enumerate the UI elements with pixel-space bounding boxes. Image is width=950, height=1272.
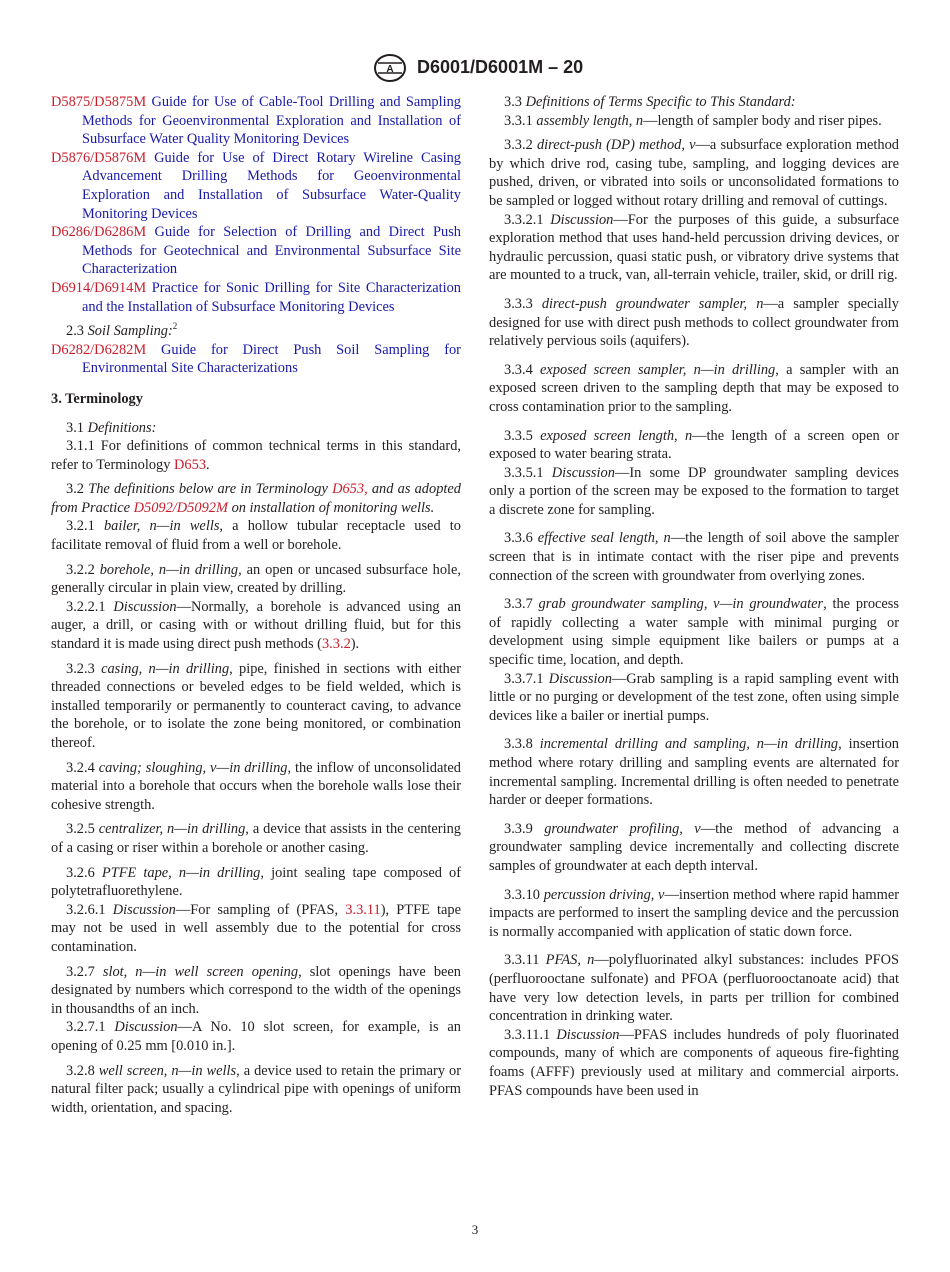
discussion-label: Discussion xyxy=(112,901,176,918)
defined-term: caving; sloughing, v—in drilling xyxy=(98,759,288,776)
reference-code[interactable]: D6914/D6914M xyxy=(51,279,147,296)
defined-term: well screen, n—in wells xyxy=(98,1062,237,1079)
section-3-2-6 xyxy=(51,864,461,901)
defined-term: PTFE tape, n—in drilling xyxy=(101,864,261,881)
reference-code[interactable]: D6286/D6286M xyxy=(51,224,147,241)
section-3-3 xyxy=(489,93,899,112)
discussion-label: Discussion xyxy=(550,211,614,228)
section-3-3-7 xyxy=(489,595,899,669)
definition-text: —insertion method where rapid hammer impacts are performed to insert the sampling device and the percussion is normally accompanied with application of static down force. xyxy=(489,886,899,940)
section-number: 3.3.2 xyxy=(504,137,533,154)
section-number: 2.3 xyxy=(66,323,84,340)
reference-d5875 xyxy=(51,93,461,149)
definition-text: —a sampler specially designed for use with direct push methods to collect groundwater from relatively pervious soils (aquifers). xyxy=(489,295,899,350)
defined-term: grab groundwater sampling, v—in groundwater xyxy=(538,596,824,613)
definition-text: , the process of rapidly collecting a water sample with minimal purging or development using simple equipment like bailers or pumps at a specific time, location, and depth. xyxy=(489,596,899,669)
section-3-heading: 3. Terminology xyxy=(51,390,143,407)
section-3-3-10 xyxy=(489,886,899,942)
definition-text: —In some DP groundwater sampling devices only a portion of the screen may be exposed to the formation to target a discrete zone for sampling. xyxy=(489,464,899,518)
footnote-marker: 2 xyxy=(172,321,178,332)
section-3-3-3 xyxy=(489,295,899,351)
section-number: 3.2 xyxy=(66,481,84,498)
reference-title[interactable]: Guide for Direct Push Soil Sampling for Environmental Site Characterizations xyxy=(82,341,461,377)
section-number: 3.2.3 xyxy=(66,660,95,677)
definition-text: , joint sealing tape composed of polytetrafluorethylene. xyxy=(51,864,461,900)
section-number: 3.2.5 xyxy=(66,821,95,838)
reference-link[interactable]: D5092/D5092M xyxy=(133,499,228,516)
page-header xyxy=(0,54,950,84)
definition-text: —polyfluorinated alkyl substances: includes PFOS (perfluorooctane sulfonate) and PFOA (perfluorooctanoate acid) that have very low detection levels, in parts per trillion for combined concentration in drinking water. xyxy=(489,952,899,1025)
discussion-label: Discussion xyxy=(113,598,177,615)
reference-d6282 xyxy=(51,341,461,378)
section-3-2-6-1 xyxy=(51,901,461,957)
section-3-3-5-1 xyxy=(489,464,899,520)
definition-text: —the length of soil above the sampler screen that is in intimate contact with the riser pipe and prevents connection of the screen with groundwater from overlying zones. xyxy=(489,530,899,584)
reference-link[interactable]: 3.3.11 xyxy=(345,901,381,918)
defined-term: incremental drilling and sampling, n—in drilling xyxy=(539,736,839,753)
section-3-2-1 xyxy=(51,517,461,554)
paragraph-text: and as adopted from Practice xyxy=(51,481,461,516)
reference-link[interactable]: D653 xyxy=(174,456,207,473)
section-number: 3.3.5 xyxy=(504,427,533,444)
section-3-2-7 xyxy=(51,963,461,1019)
section-3-3-5 xyxy=(489,427,899,464)
section-3-2-5 xyxy=(51,820,461,857)
astm-logo-icon xyxy=(373,54,407,82)
section-3-2 xyxy=(51,480,461,517)
reference-title[interactable]: Guide for Selection of Drilling and Direct Push Methods for Geotechnical and Environmental Subsurface Site Characterization xyxy=(82,224,461,278)
defined-term: exposed screen length, n xyxy=(540,427,693,444)
defined-term: borehole, n—in drilling xyxy=(99,561,239,578)
section-2-3 xyxy=(51,322,461,341)
section-number: 3.3.3 xyxy=(504,295,533,312)
paragraph-text: For definitions of common technical terms in this standard, refer to Terminology xyxy=(51,438,461,473)
defined-term: centralizer, n—in drilling xyxy=(98,821,246,838)
reference-d5876 xyxy=(51,149,461,223)
definition-text: , a sampler with an exposed screen driven to the sampling depth that may be exposed to cross contamination prior to the sampling. xyxy=(489,361,899,415)
section-number: 3.3.7 xyxy=(504,596,533,613)
definition-text: ). xyxy=(350,636,360,653)
section-3-1 xyxy=(51,419,461,438)
reference-link[interactable]: D653, xyxy=(332,481,368,498)
section-title: Soil Sampling: xyxy=(87,323,173,340)
section-3-3-4 xyxy=(489,361,899,417)
section-number: 3.2.4 xyxy=(66,759,95,776)
definition-text: —length of sampler body and riser pipes. xyxy=(643,112,882,129)
section-number: 3.1 xyxy=(66,419,84,436)
defined-term: effective seal length, n xyxy=(537,530,671,547)
reference-title[interactable]: Practice for Sonic Drilling for Site Characterization and the Installation of Subsurface Monitoring Devices xyxy=(82,279,461,315)
defined-term: direct-push groundwater sampler, n xyxy=(541,295,764,312)
definition-text: , a device that assists in the centering of a casing or riser within a borehole or another casing. xyxy=(51,821,461,856)
definition-text: —PFAS includes hundreds of poly fluorinated compounds, many of which are components of aqueous fire-fighting foams (AFFF) previously used at military and commercial airports. PFAS compounds have been used in xyxy=(489,1026,899,1099)
paragraph-text: The definitions below are in Terminology xyxy=(88,481,328,498)
discussion-label: Discussion xyxy=(551,464,615,481)
section-3-3-6 xyxy=(489,529,899,585)
section-3-1-1 xyxy=(51,437,461,474)
section-number: 3.1.1 xyxy=(66,438,95,455)
section-number: 3.3.4 xyxy=(504,361,533,378)
section-number: 3.3.10 xyxy=(504,886,540,903)
definition-text: , slot openings have been designated by numbers which correspond to the width of the openings in thousandths of an inch. xyxy=(51,963,461,1017)
defined-term: direct-push (DP) method, v xyxy=(536,137,696,154)
section-number: 3.3.11 xyxy=(504,952,540,969)
section-number: 3.3.8 xyxy=(504,736,533,753)
section-number: 3.2.2.1 xyxy=(66,598,106,615)
defined-term: bailer, n—in wells xyxy=(103,518,220,535)
section-number: 3.3 xyxy=(504,94,522,110)
section-number: 3.2.6 xyxy=(66,864,95,881)
section-3-2-2-1 xyxy=(51,598,461,654)
reference-code[interactable]: D6282/D6282M xyxy=(51,341,147,358)
section-3-3-11-1 xyxy=(489,1026,899,1100)
section-number: 3.3.9 xyxy=(504,820,533,837)
document-id: D6001/D6001M – 20 xyxy=(417,57,584,77)
section-title: Definitions: xyxy=(87,419,157,436)
section-3-2-4 xyxy=(51,759,461,815)
definition-text: —For the purposes of this guide, a subsurface exploration method that uses hand-held percussion driving devices, or hydraulic percussion, quasi static push, or vibratory drive systems that are mounted to a truck, van, all-terrain vehicle, trailer, skid, or drill rig. xyxy=(489,211,899,284)
section-3-3-8 xyxy=(489,735,899,809)
discussion-label: Discussion xyxy=(548,670,612,687)
definition-text: ), PTFE tape may not be used in well assembly due to the potential for cross contamination. xyxy=(51,901,461,955)
defined-term: slot, n—in well screen opening xyxy=(102,963,299,980)
section-number: 3.2.7.1 xyxy=(66,1019,106,1036)
defined-term: casing, n—in drilling xyxy=(101,660,230,677)
definition-text: —a subsurface exploration method by which drive rod, casing tube, sampling, and logging devices are pushed, driven, or vibrated into soils or unconsolidated formations to be sampled or logged without rotary drilling and removal of cuttings. xyxy=(489,137,899,209)
section-3-3-1 xyxy=(489,112,899,131)
section-number: 3.2.6.1 xyxy=(66,901,106,918)
section-3-3-2 xyxy=(489,136,899,210)
section-number: 3.3.11.1 xyxy=(504,1026,551,1043)
reference-link[interactable]: 3.3.2 xyxy=(321,636,351,653)
page-number: 3 xyxy=(471,1222,479,1237)
defined-term: PFAS, n xyxy=(545,952,595,969)
definition-text: —the length of a screen open or exposed to water bearing strata. xyxy=(489,427,899,463)
defined-term: exposed screen sampler, n—in drilling xyxy=(540,361,776,378)
section-3-3-2-1 xyxy=(489,211,899,285)
discussion-label: Discussion xyxy=(556,1026,620,1043)
svg-text:A: A xyxy=(386,64,394,75)
section-3-2-3 xyxy=(51,660,461,753)
section-number: 3.3.2.1 xyxy=(504,211,544,228)
reference-code[interactable]: D5876/D5876M xyxy=(51,149,147,166)
section-3-2-2 xyxy=(51,561,461,598)
section-3-3-11 xyxy=(489,951,899,1025)
section-3-3-7-1 xyxy=(489,670,899,726)
definition-text: —A No. 10 slot screen, for example, is an opening of 0.25 mm [0.010 in.]. xyxy=(51,1019,461,1054)
definition-text: , a device used to retain the primary or natural filter pack; usually a cylindrical pipe with openings of uniform width, orientation, and spacing. xyxy=(51,1062,461,1116)
section-number: 3.2.2 xyxy=(66,561,95,578)
definition-text: , insertion method where rotary drilling and sampling events are alternated for incremental sampling. Incremental drilling is often needed to penetrate harder or deeper formations. xyxy=(489,736,899,809)
definition-text: , the inflow of unconsolidated material into a borehole that occurs when the borehole walls lose their cohesive strength. xyxy=(51,759,461,813)
definition-text: , pipe, finished in sections with either threaded connections or beveled edges to be field welded, which is installed temporarily or permanently to counteract caving, to advance the borehole, or to isolate the zone being monitored, or combination thereof. xyxy=(51,660,461,751)
paragraph-text: . xyxy=(206,456,210,473)
left-column xyxy=(51,93,461,1117)
defined-term: percussion driving, v xyxy=(543,886,665,903)
section-number: 3.3.7.1 xyxy=(504,670,544,687)
definition-text: —Normally, a borehole is advanced using an auger, a drill, or casing with or without drilling fluid, but for this standard it is made using direct push methods ( xyxy=(51,598,461,653)
definition-text: , a hollow tubular receptacle used to facilitate removal of fluid from a well or borehole. xyxy=(51,518,461,554)
section-number: 3.2.7 xyxy=(66,963,95,980)
right-column xyxy=(489,93,899,1100)
section-number: 3.2.8 xyxy=(66,1062,95,1079)
definition-text: , an open or uncased subsurface hole, generally circular in plain view, created by drilling. xyxy=(51,561,462,597)
definition-text: —For sampling of (PFAS, xyxy=(175,901,339,918)
paragraph-text: on installation of monitoring wells. xyxy=(231,499,435,516)
reference-d6914 xyxy=(51,279,461,316)
section-number: 3.3.6 xyxy=(504,530,533,547)
section-3-2-8 xyxy=(51,1062,461,1118)
defined-term: assembly length, n xyxy=(536,112,644,129)
definition-text: —Grab sampling is a rapid sampling event with little or no purging or development of the test zone, often using simple devices like a bailer or inertial pumps. xyxy=(489,670,899,724)
reference-code[interactable]: D5875/D5875M xyxy=(51,94,147,110)
discussion-label: Discussion xyxy=(114,1019,178,1036)
reference-d6286 xyxy=(51,223,461,279)
section-3-2-7-1 xyxy=(51,1018,461,1055)
section-3-3-9 xyxy=(489,820,899,876)
section-number: 3.3.1 xyxy=(504,112,533,129)
section-title: Definitions of Terms Specific to This Standard: xyxy=(525,94,796,110)
reference-title[interactable]: Guide for Use of Direct Rotary Wireline Casing Advancement Drilling Methods for Geoenvironmental Exploration and Installation of Subsurface Water-Quality Monitoring Devices xyxy=(82,149,461,222)
section-number: 3.3.5.1 xyxy=(504,464,544,481)
section-number: 3.2.1 xyxy=(66,518,95,535)
definition-text: —the method of advancing a groundwater sampling device incrementally and collecting discrete samples of groundwater at each depth interval. xyxy=(489,820,899,874)
reference-title[interactable]: Guide for Use of Cable-Tool Drilling and Sampling Methods for Geoenvironmental Exploration and Installation of Subsurface Water Quality Monitoring Devices xyxy=(82,94,461,148)
defined-term: groundwater profiling, v xyxy=(544,820,701,837)
